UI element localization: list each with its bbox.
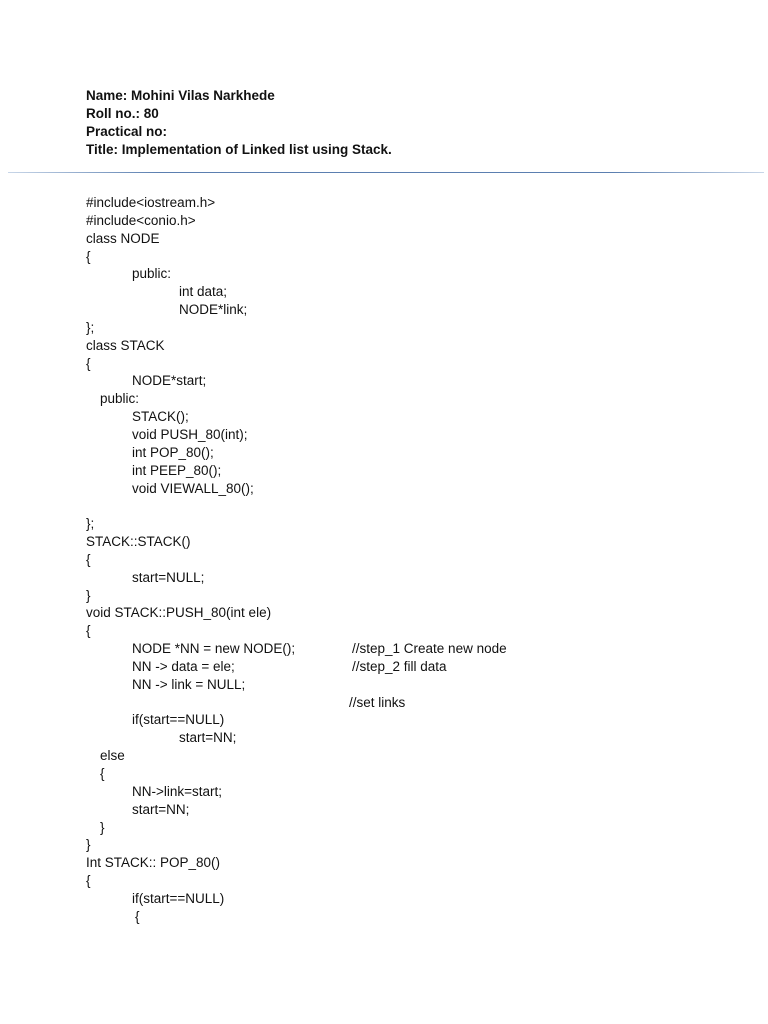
code-text: public: [132,266,172,282]
code-line [86,872,746,890]
code-line [86,890,746,908]
header-divider [8,172,764,173]
code-line [86,783,746,801]
code-line [86,497,746,515]
code-line [86,462,746,480]
code-line [86,319,746,337]
code-comment: //set links [349,694,406,710]
code-text: }; [86,319,95,335]
code-line [86,533,746,551]
code-text: NN -> data = ele; [132,658,235,674]
code-text: Int STACK:: POP_80() [86,855,221,871]
code-text: { [86,623,91,639]
code-line [86,836,746,854]
code-line [86,337,746,355]
code-text: { [86,551,91,567]
code-line [86,765,746,783]
code-line [86,711,746,729]
code-line [86,301,746,319]
code-line [86,265,746,283]
code-line [86,622,746,640]
document-header [86,87,726,159]
code-text: { [86,248,91,264]
code-text: start=NN; [132,801,190,817]
code-text: if(start==NULL) [132,712,225,728]
code-text: { [100,766,105,781]
code-text: void VIEWALL_80(); [132,480,254,496]
roll-number: Roll no.: 80 [86,106,159,121]
code-text: start=NN; [179,730,237,746]
code-line [86,854,746,872]
code-line [86,694,746,712]
code-text: { [86,873,91,889]
code-text: #include<iostream.h> [86,195,216,210]
code-text: } [86,587,91,603]
code-text: void PUSH_80(int); [132,426,248,442]
code-line [86,355,746,373]
code-text: void STACK::PUSH_80(int ele) [86,605,272,621]
code-text: NODE *NN = new NODE(); [132,641,296,657]
code-text: start=NULL; [132,569,205,585]
code-line [86,230,746,248]
code-text: } [86,837,91,853]
code-text: }; [86,516,95,532]
code-line [86,676,746,694]
code-line [86,390,746,408]
code-comment: //step_2 fill data [352,658,447,674]
code-text: NODE*start; [132,373,207,389]
code-text: NN->link=start; [132,783,223,799]
code-line [86,283,746,301]
code-line [86,212,746,230]
code-text: class NODE [86,230,160,246]
code-text: NODE*link; [179,302,248,318]
code-line [86,747,746,765]
code-line [86,444,746,462]
code-text: class STACK [86,337,165,353]
code-text: else [100,748,125,764]
code-line [86,908,746,926]
code-line [86,640,746,658]
practical-number: Practical no: [86,124,168,139]
code-line [86,819,746,837]
code-line [86,729,746,747]
code-line [86,569,746,587]
code-text: { [135,908,140,924]
code-line [86,658,746,676]
code-text: if(start==NULL) [132,890,225,906]
code-text: int POP_80(); [132,444,214,460]
code-line [86,248,746,266]
code-line [86,801,746,819]
code-line [86,587,746,605]
code-text: { [86,355,91,371]
code-text: NN -> link = NULL; [132,676,246,692]
code-text: int PEEP_80(); [132,462,222,478]
code-line [86,604,746,622]
code-line [86,426,746,444]
code-text: public: [100,391,140,407]
code-text: } [100,819,105,835]
code-text: STACK(); [132,409,189,425]
code-line [86,372,746,390]
code-line [86,551,746,569]
code-line [86,515,746,533]
code-comment: //step_1 Create new node [352,641,507,657]
code-line [86,194,746,212]
code-line [86,480,746,498]
code-line [86,408,746,426]
code-text: #include<conio.h> [86,212,196,228]
student-name: Name: Mohini Vilas Narkhede [86,88,275,103]
code-text: int data; [179,284,228,300]
code-listing [86,194,746,926]
code-text: STACK::STACK() [86,534,191,550]
document-title: Title: Implementation of Linked list using Stack. [86,142,392,157]
